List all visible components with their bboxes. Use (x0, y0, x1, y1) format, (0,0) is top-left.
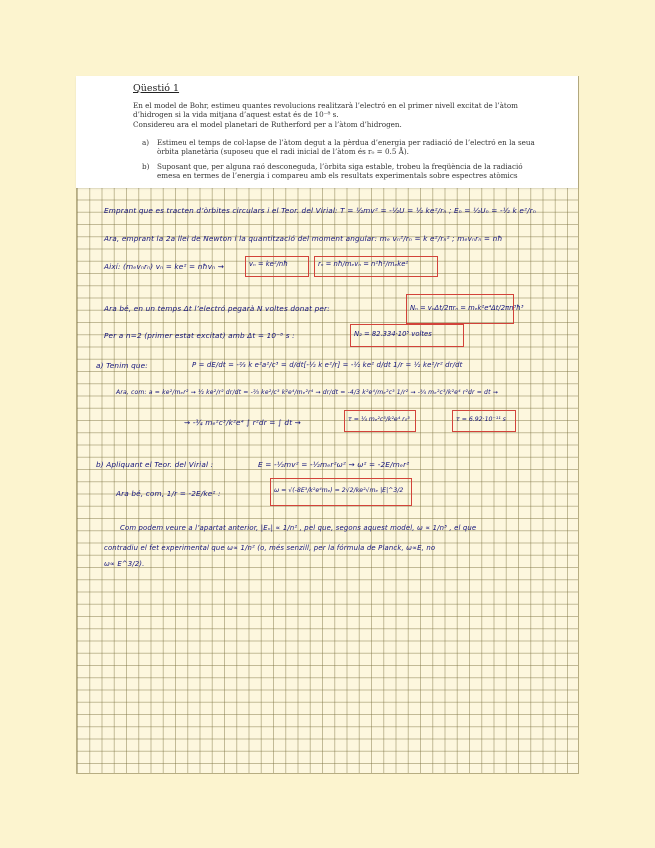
radius-formula: rₙ = nħ/mₑvₙ = n²ħ²/mₑke² (318, 260, 409, 268)
revolutions-formula: Nₙ = vₙΔt/2πrₙ = mₑk²e⁴Δt/2πn³ħ³ (410, 304, 524, 312)
question-intro: En el model de Bohr, estimeu quantes revolucions realitzarà l’electró en el primer nivell excitat de l’àtom d’hidrogen si la vida mitjana d’aquest estat és de 10⁻⁸ s. (133, 101, 518, 120)
result-box-n2 (350, 324, 464, 347)
part-b-text: Suposant que, per alguna raó desconeguda, l’òrbita siga estable, trobeu la freqüència de la radiació emesa en termes de l’energia i compareu amb els resultats experimentals sobre espectres atòmics (157, 162, 523, 181)
question-context: Considereu ara el model planetari de Rutherford per a l’àtom d’hidrogen. (133, 120, 402, 129)
part-b-heading: b) Apliquant el Teor. del Virial : (96, 460, 214, 469)
conclusion-line-1: Com podem veure a l’apartat anterior, |Eₙ| ∝ 1/n² , pel que, segons aquest model, ω ∝ 1/n³ , el que (120, 524, 477, 532)
conclusion-line-3: ω∝ E^3/2). (104, 560, 145, 568)
note-line-radius-energy: Ara bé, com, 1/r = -2E/ke² : (116, 489, 221, 498)
conclusion-line-2: contradiu el fet experimental que ω∝ 1/n² (o, més senzill, per la fórmula de Planck, ω∝E, no (104, 544, 436, 552)
omega-formula: ω = √(-8E³/k²e⁴mₑ) = 2√2/ke²√mₑ |E|^3/2 (274, 487, 404, 494)
velocity-formula: vₙ = ke²/nħ (249, 260, 288, 268)
note-line-newton: Ara, emprant la 2a llei de Newton i la quantització del moment angular: mₑ vₙ²/rₙ = k e²/rₙ² ; mₑvₙrₙ = nħ (104, 234, 503, 243)
result-box-collapse-time (452, 410, 516, 432)
note-line-omega: E = -½mv² = -½mₑr²ω² ⇝ ω² = -2E/mₑr² (258, 460, 410, 469)
note-line-aixi: Així: (mₑvₙrₙ) vₙ = ke² = nħvₙ ⇝ (104, 262, 224, 271)
question-header (76, 76, 578, 188)
part-b-label: b) (142, 162, 150, 171)
part-a-label: a) (142, 138, 150, 147)
result-box-collapse-formula (344, 410, 416, 432)
part-a-heading: a) Tenim que: (96, 361, 148, 370)
collapse-time: τ = 6.92·10⁻¹¹ s (456, 416, 506, 423)
note-line-revolutions: Ara bé, en un temps Δt l’electró pegarà N voltes donat per: (104, 304, 330, 313)
result-box-radius (314, 256, 438, 277)
collapse-formula: τ = ¼ mₑ²c³/k²e⁴ r₀³ (348, 416, 410, 423)
result-box-velocity (245, 256, 309, 277)
note-line-acceleration: Ara, com: a = ke²/mₑr² ⇝ ½ ke²/r² dr/dt = -⅔ ke²/c³ k²e⁴/mₑ²r⁴ ⇝ dr/dt = -4/3 k²e⁴/mₑ²c³ 1/r² ⇝ -¾ mₑ²c³/k²e⁴ r²dr = dt ⇝ (116, 389, 498, 396)
result-box-omega (270, 478, 412, 506)
part-a-text: Estimeu el temps de col·lapse de l’àtom degut a la pèrdua d’energia per radiació de l’electró en la seua òrbita planetària (suposeu que el radi inicial de l’àtom és r₀ = 0.5 Å). (157, 138, 535, 157)
n2-result: N₂ = 82.334·10⁵ voltes (354, 330, 432, 338)
note-line-n2: Per a n=2 (primer estat excitat) amb Δt = 10⁻⁸ s : (104, 331, 295, 340)
note-line-power: P = dE/dt = -⅔ k e²a²/c³ = d/dt[-½ k e²/r] = -½ ke² d/dt 1/r = ½ ke²/r² dr/dt (192, 361, 463, 369)
result-box-revolutions (406, 294, 524, 324)
note-line-virial: Emprant que es tracten d’òrbites circulars i el Teor. del Virial: T = ½mv² = -½U = ½ ke²/rₙ ; Eₙ = ½Uₙ = -½ k e²/rₙ (104, 206, 536, 215)
question-title: Qüestió 1 (133, 83, 180, 94)
note-line-integral: ⇝ -¾ mₑ²c³/k²e⁴ ∫ r²dr = ∫ dt ⇝ (184, 418, 301, 427)
